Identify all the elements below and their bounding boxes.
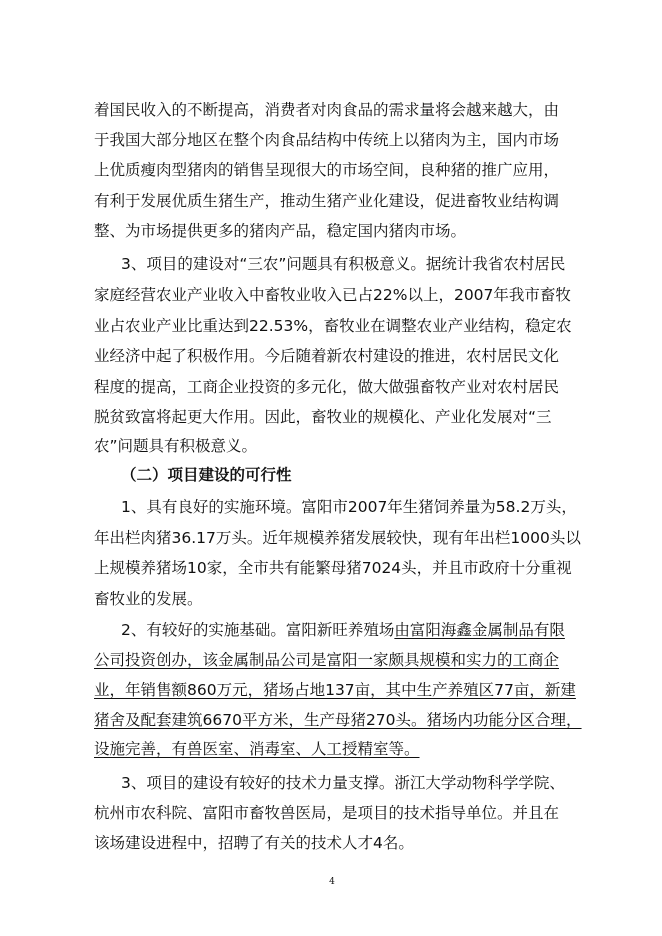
page-number: 4 — [329, 877, 335, 887]
paragraph4-line — [121, 620, 565, 640]
paragraph1-line: 有利于发展优质生猪生产，推动生猪产业化建设，促进畜牧业结构调 — [94, 192, 560, 210]
paragraph2-line: 业经济中起了积极作用。今后随着新农村建设的推进，农村居民文化 — [94, 347, 560, 365]
paragraph4-underlined-text: 由富阳海鑫金属制品有限 — [394, 621, 565, 639]
paragraph2-line: 脱贫致富将起更大作用。因此，畜牧业的规模化、产业化发展对“三 — [94, 408, 552, 426]
paragraph4-line: 设施完善，有兽医室、消毒室、人工授精室等。 — [94, 740, 420, 758]
paragraph5-line: 杭州市农科院、富阳市畜牧兽医局，是项目的技术指导单位。并且在 — [94, 804, 560, 822]
paragraph3-line: 上规模养猪场10家，全市共有能繁母猪7024头，并且市政府十分重视 — [94, 559, 572, 577]
paragraph2-line: 农”问题具有积极意义。 — [94, 437, 258, 455]
paragraph4-line: 业，年销售额860万元，猪场占地137亩，其中生产养殖区77亩，新建 — [94, 681, 576, 699]
paragraph2-line: 程度的提高，工商企业投资的多元化，做大做强畜牧产业对农村居民 — [94, 378, 560, 396]
paragraph2-line: 3、项目的建设对“三农”问题具有积极意义。据统计我省农村居民 — [121, 255, 566, 273]
paragraph1-line: 于我国大部分地区在整个肉食品结构中传统上以猪肉为主，国内市场 — [94, 131, 560, 149]
paragraph5-line: 3、项目的建设有较好的技术力量支撑。浙江大学动物科学学院、 — [121, 774, 565, 792]
section-heading: （二）项目建设的可行性 — [121, 466, 292, 484]
paragraph1-line: 着国民收入的不断提高，消费者对肉食品的需求量将会越来越大，由 — [94, 101, 560, 119]
paragraph1-line: 整、为市场提供更多的猪肉产品，稳定国内猪肉市场。 — [94, 222, 467, 240]
paragraph2-line: 家庭经营农业产业收入中畜牧业收入已占22%以上，2007年我市畜牧 — [94, 286, 571, 304]
paragraph1-line: 上优质瘦肉型猪肉的销售呈现很大的市场空间，良种猪的推广应用， — [94, 161, 560, 179]
paragraph3-line: 畜牧业的发展。 — [94, 590, 203, 608]
paragraph4-line: 猪舍及配套建筑6670平方米，生产母猪270头。猪场内功能分区合理， — [94, 711, 582, 729]
paragraph4-line: 公司投资创办，该金属制品公司是富阳一家颇具规模和实力的工商企 — [94, 651, 560, 669]
paragraph3-line: 年出栏肉猪36.17万头。近年规模养猪发展较快，现有年出栏1000头以 — [94, 529, 581, 547]
paragraph5-line: 该场建设进程中，招聘了有关的技术人才4名。 — [94, 834, 414, 852]
paragraph3-line: 1、具有良好的实施环境。富阳市2007年生猪饲养量为58.2万头， — [121, 498, 577, 516]
paragraph4-plain-text: 2、有较好的实施基础。富阳新旺养殖场 — [121, 621, 395, 639]
paragraph2-line: 业占农业产业比重达到22.53%，畜牧业在调整农业产业结构，稳定农 — [94, 317, 572, 335]
